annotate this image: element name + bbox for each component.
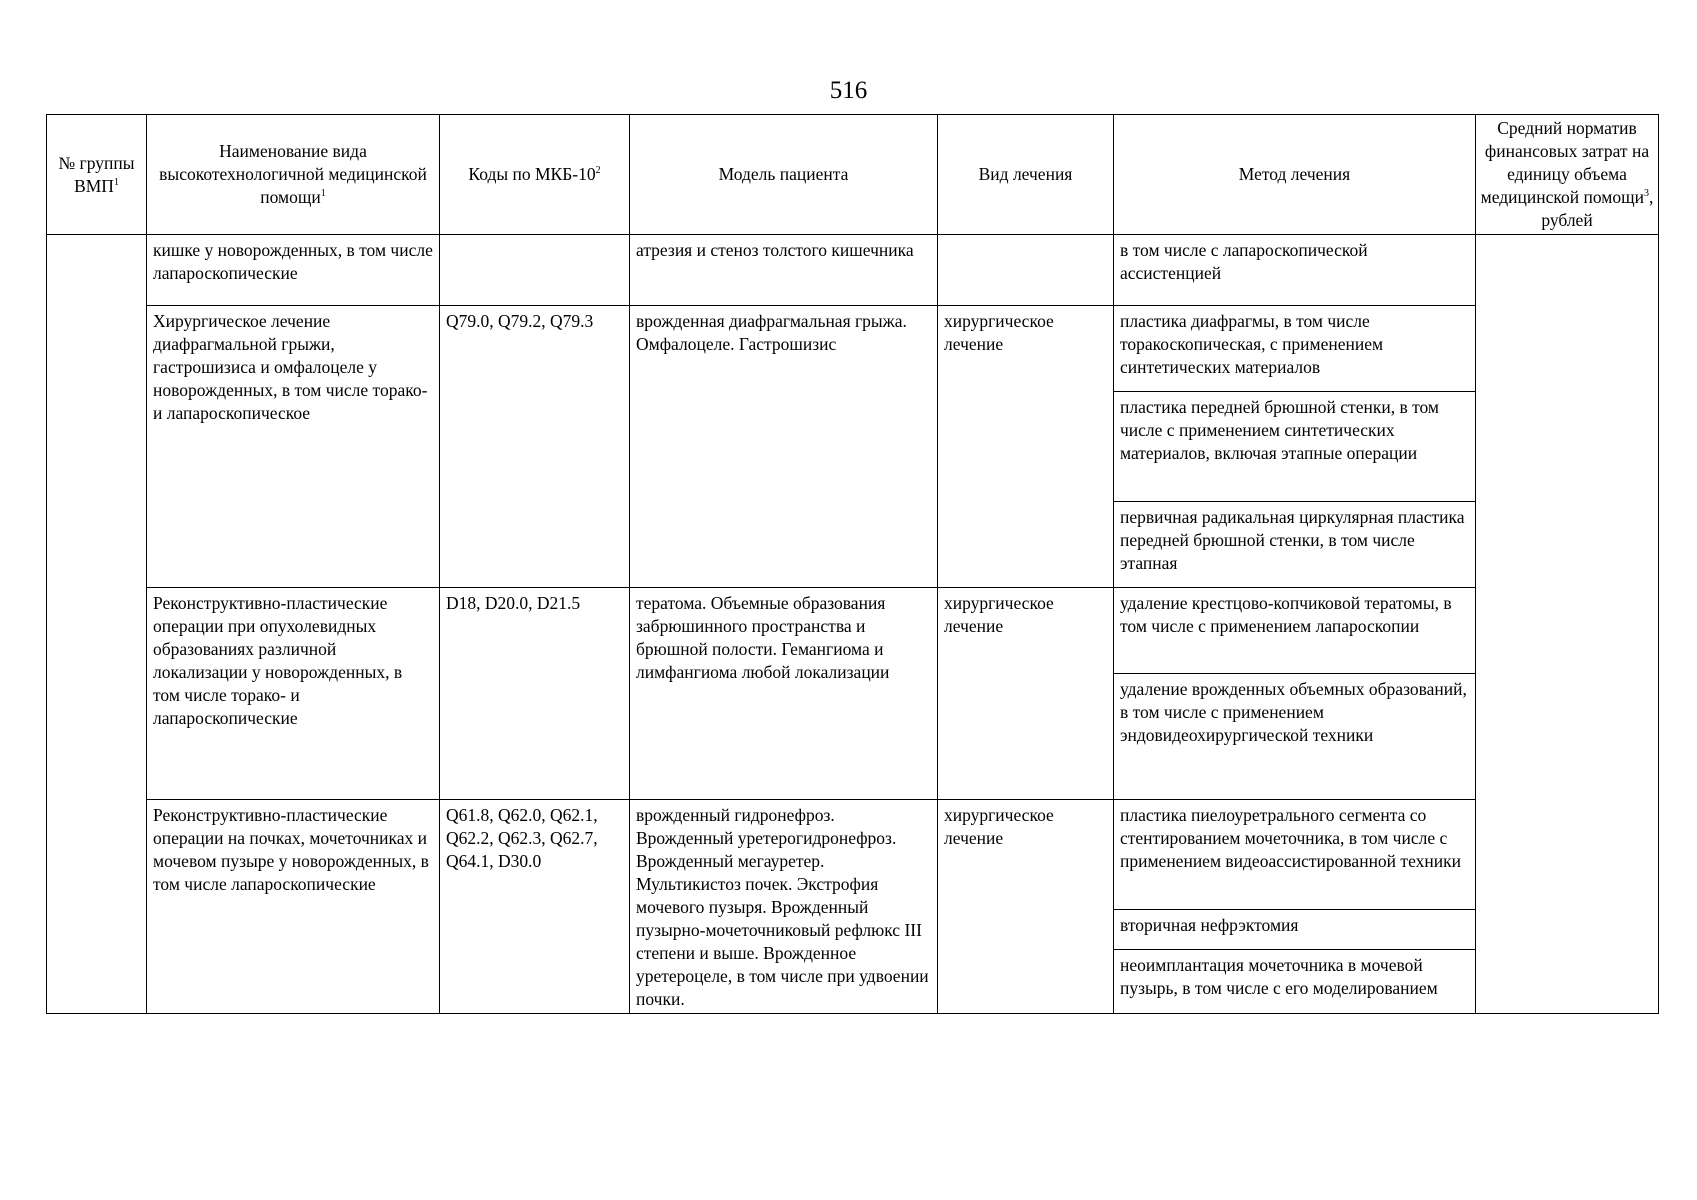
cell-name: кишке у новорожденных, в том числе лапароскопические: [147, 235, 440, 306]
cell-treatment: [938, 235, 1114, 306]
cell-method: удаление крестцово-копчиковой тератомы, в том числе с применением лапароскопии: [1114, 588, 1476, 674]
cell-name: Реконструктивно-пластические операции на почках, мочеточниках и мочевом пузыре у новорожденных, в том числе лапароскопические: [147, 800, 440, 1014]
header-cost: Средний норматив финансовых затрат на единицу объема медицинской помощи$^3$, рублей: [1476, 115, 1659, 235]
cell-method: первичная радикальная циркулярная пластика передней брюшной стенки, в том числе этапная: [1114, 502, 1476, 588]
vmp-group-cell: [47, 235, 147, 1014]
cell-method: пластика диафрагмы, в том числе торакоскопическая, с применением синтетических материалов: [1114, 306, 1476, 392]
cell-method: неоимплантация мочеточника в мочевой пузырь, в том числе с его моделированием: [1114, 950, 1476, 1014]
header-name: Наименование вида высокотехнологичной медицинской помощи$^1$: [147, 115, 440, 235]
cell-treatment: хирургическое лечение: [938, 800, 1114, 1014]
table-row: [47, 588, 1659, 674]
header-codes: Коды по МКБ-$10^2$: [440, 115, 630, 235]
header-group: № группы ВМП$^1$: [47, 115, 147, 235]
header-row: [47, 115, 1659, 235]
header-model: Модель пациента: [630, 115, 938, 235]
table-row: [47, 306, 1659, 392]
cell-treatment: хирургическое лечение: [938, 306, 1114, 588]
table-row: [47, 800, 1659, 910]
cell-method: удаление врожденных объемных образований, в том числе с применением эндовидеохирургической техники: [1114, 674, 1476, 800]
cell-codes: D18, D20.0, D21.5: [440, 588, 630, 800]
cell-method: в том числе с лапароскопической ассистенцией: [1114, 235, 1476, 306]
table-row: [47, 235, 1659, 306]
cell-model: тератома. Объемные образования забрюшинного пространства и брюшной полости. Гемангиома и лимфангиома любой локализации: [630, 588, 938, 800]
cell-name: Реконструктивно-пластические операции при опухолевидных образованиях различной локализации у новорожденных, в том числе торако- и лапароскопические: [147, 588, 440, 800]
cell-method: пластика передней брюшной стенки, в том числе с применением синтетических материалов, включая этапные операции: [1114, 392, 1476, 502]
cell-codes: Q79.0, Q79.2, Q79.3: [440, 306, 630, 588]
cell-model: врожденная диафрагмальная грыжа. Омфалоцеле. Гастрошизис: [630, 306, 938, 588]
vmp-table: [46, 114, 1659, 1014]
cost-cell: [1476, 235, 1659, 1014]
page-number: 516: [829, 77, 868, 104]
header-treatment-type: Вид лечения: [938, 115, 1114, 235]
header-method: Метод лечения: [1114, 115, 1476, 235]
cell-codes: [440, 235, 630, 306]
cell-name: Хирургическое лечение диафрагмальной грыжи, гастрошизиса и омфалоцеле у новорожденных, в том числе торако- и лапароскопическое: [147, 306, 440, 588]
cell-model: атрезия и стеноз толстого кишечника: [630, 235, 938, 306]
cell-method: вторичная нефрэктомия: [1114, 910, 1476, 950]
cell-method: пластика пиелоуретрального сегмента со стентированием мочеточника, в том числе с применением видеоассистированной техники: [1114, 800, 1476, 910]
cell-model: врожденный гидронефроз. Врожденный уретерогидронефроз. Врожденный мегауретер. Мультикистоз почек. Экстрофия мочевого пузыря. Врожденный пузырно-мочеточниковый рефлюкс III степени и выше. Врожденное уретероцеле, в том числе при удвоении почки.: [630, 800, 938, 1014]
cell-treatment: хирургическое лечение: [938, 588, 1114, 800]
cell-codes: Q61.8, Q62.0, Q62.1, Q62.2, Q62.3, Q62.7, Q64.1, D30.0: [440, 800, 630, 1014]
